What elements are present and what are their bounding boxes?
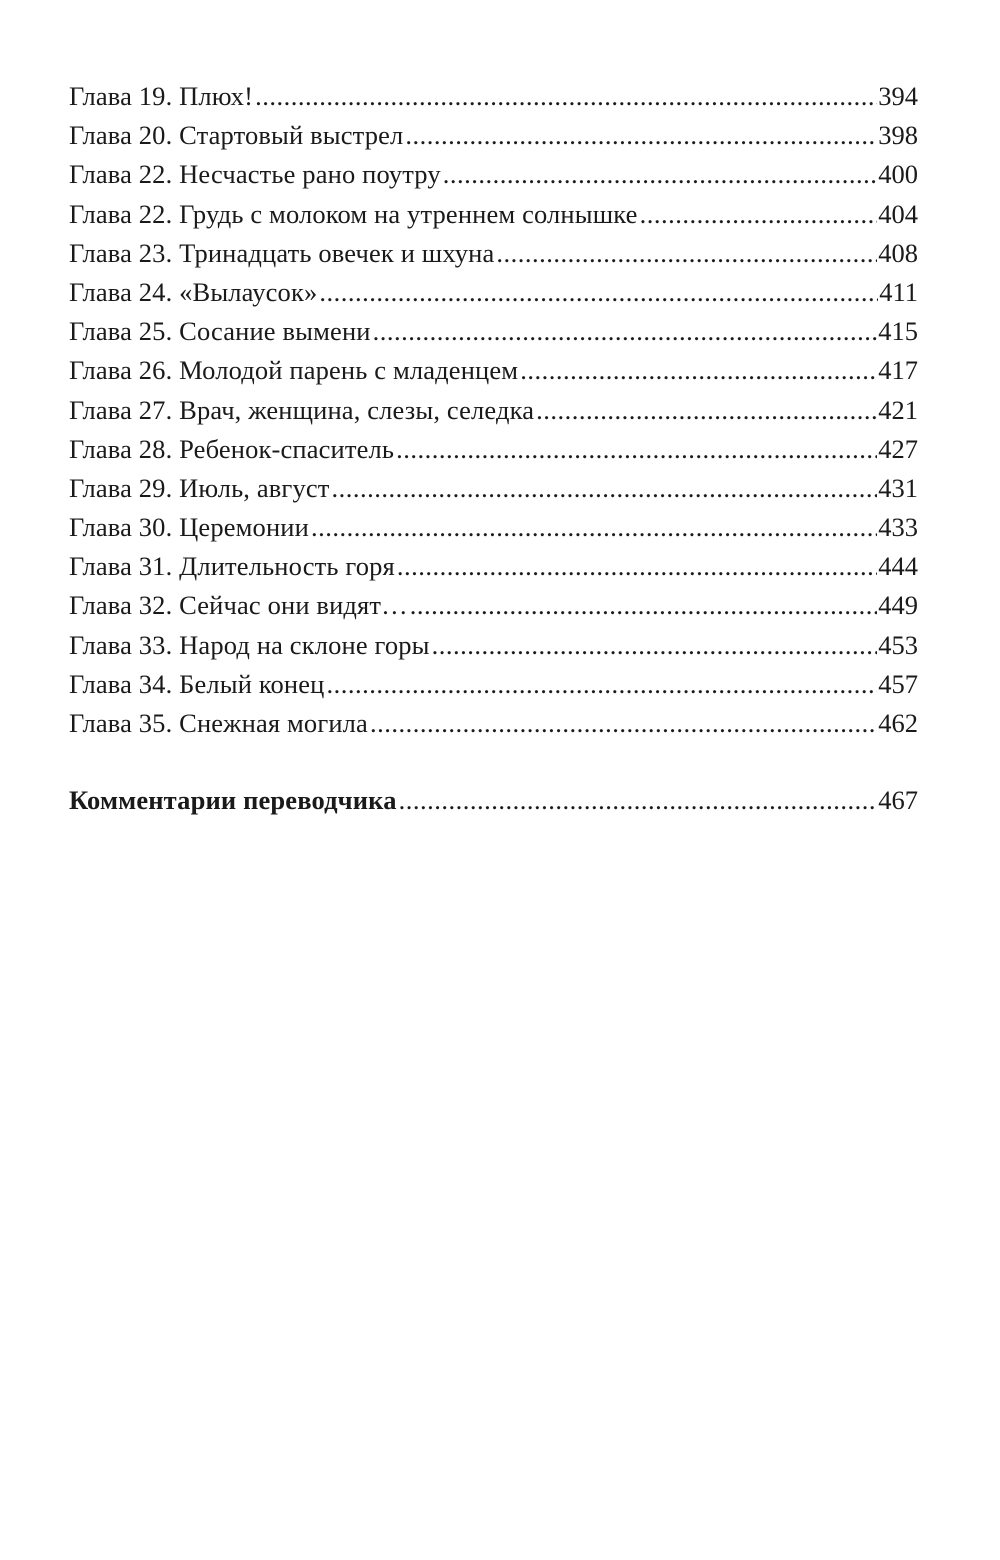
table-of-contents [69,77,918,820]
toc-entry[interactable] [69,665,918,704]
toc-entry[interactable] [69,312,918,351]
toc-entry-page: 427 [878,433,918,464]
toc-dot-leader [255,77,877,116]
toc-entry-page: 462 [878,708,918,738]
toc-entry-title: Глава 26. Молодой парень с младенцем [69,355,519,386]
toc-entry[interactable] [69,273,918,312]
toc-entry-page: 433 [878,512,918,543]
toc-entry[interactable] [69,195,918,234]
toc-entry-title: Глава 28. Ребенок-спаситель [69,433,395,464]
toc-dot-leader [397,547,877,586]
toc-entry-page: 400 [878,159,918,190]
toc-entry-page: 444 [878,551,918,582]
toc-entry[interactable] [69,234,918,273]
toc-entry-title: Глава 34. Белый конец [69,668,325,699]
toc-entry-page: 411 [879,276,918,307]
toc-entry-title: Глава 24. «Вылаусок» [69,276,318,307]
toc-entry-page: 398 [878,120,918,151]
toc-entry[interactable] [69,391,918,430]
toc-entry-page: 408 [878,237,918,268]
toc-entry[interactable] [69,626,918,665]
toc-entry-page: 394 [878,81,918,111]
toc-entry-page: 457 [878,668,918,699]
toc-dot-leader [370,704,877,743]
toc-dot-leader [520,351,877,390]
toc-entry[interactable] [69,77,918,116]
toc-entry[interactable] [69,351,918,390]
toc-entry-page: 453 [878,629,918,660]
toc-entry-page: 431 [878,472,918,503]
toc-dot-leader [332,469,878,508]
toc-entry-title: Глава 20. Стартовый выстрел [69,120,404,151]
toc-entry[interactable] [69,116,918,155]
toc-dot-leader [410,586,877,625]
toc-entry-page: 404 [878,198,918,229]
toc-entry-page: 449 [878,590,918,621]
toc-entry-title: Глава 27. Врач, женщина, слезы, селедка [69,394,535,425]
toc-entry-page: 467 [878,785,918,816]
toc-dot-leader [319,273,878,312]
toc-entry[interactable] [69,586,918,625]
toc-dot-leader [396,430,877,469]
toc-entry-title: Глава 32. Сейчас они видят… [69,590,408,621]
toc-entry-title: Глава 30. Церемонии [69,512,309,543]
toc-dot-leader [311,508,877,547]
toc-dot-leader [373,312,878,351]
toc-dot-leader [640,195,878,234]
toc-dot-leader [432,626,878,665]
toc-entry-translator-comments[interactable] [69,781,918,820]
toc-entry-title: Глава 23. Тринадцать овечек и шхуна [69,237,495,268]
toc-dot-leader [405,116,877,155]
toc-entry[interactable] [69,430,918,469]
toc-dot-leader [536,391,877,430]
toc-dot-leader [326,665,877,704]
toc-entry[interactable] [69,469,918,508]
toc-entry-title: Глава 35. Снежная могила [69,708,368,738]
toc-entry[interactable] [69,704,918,743]
toc-entry-page: 415 [878,316,918,347]
toc-entry-title: Комментарии переводчика [69,785,397,816]
toc-dot-leader [399,781,878,820]
toc-entry-title: Глава 29. Июль, август [69,472,330,503]
toc-entry-page: 421 [878,394,918,425]
toc-entry[interactable] [69,508,918,547]
toc-entry-title: Глава 19. Плюх! [69,81,254,111]
toc-chapter-list [69,77,918,743]
toc-entry[interactable] [69,547,918,586]
toc-entry[interactable] [69,155,918,194]
toc-entry-title: Глава 22. Грудь с молоком на утреннем солнышке [69,198,638,229]
toc-dot-leader [496,234,877,273]
toc-dot-leader [443,155,877,194]
toc-entry-title: Глава 33. Народ на склоне горы [69,629,430,660]
toc-entry-page: 417 [878,355,918,386]
toc-entry-title: Глава 25. Сосание вымени [69,316,371,347]
toc-entry-title: Глава 22. Несчастье рано поутру [69,159,441,190]
toc-entry-title: Глава 31. Длительность горя [69,551,395,582]
